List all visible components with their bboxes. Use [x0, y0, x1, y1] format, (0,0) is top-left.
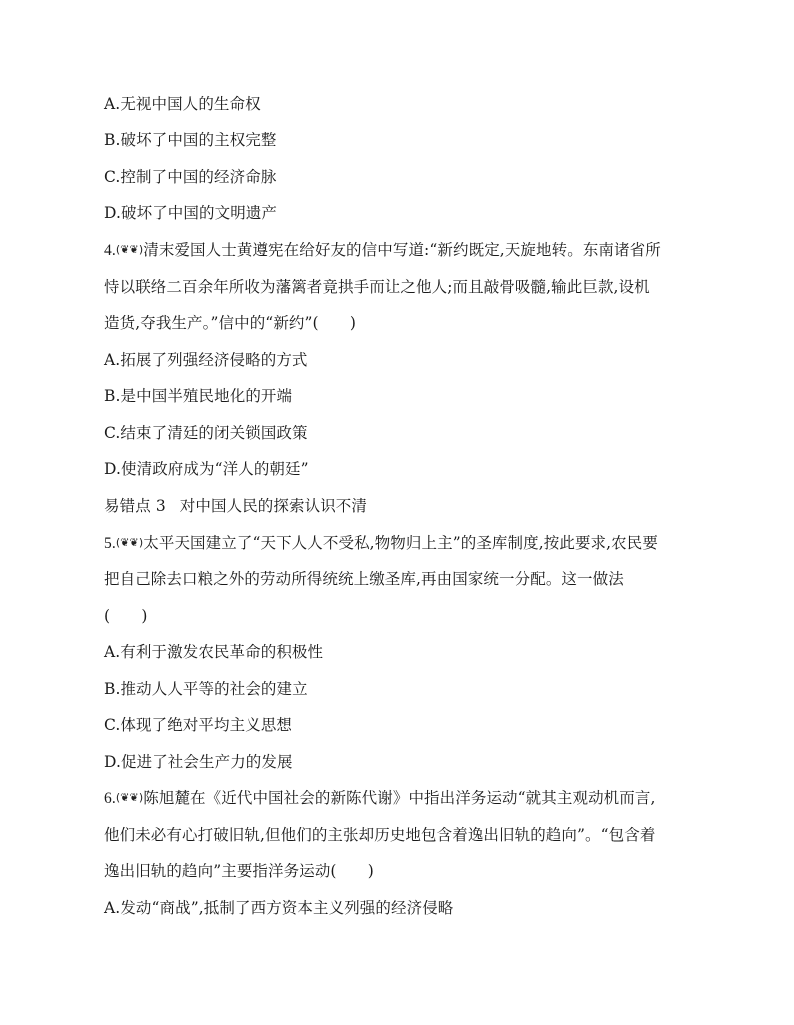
q3-option-d: D.破坏了中国的文明遗产 [104, 204, 278, 222]
q4-option-b: B.是中国半殖民地化的开端 [104, 387, 293, 405]
q6-stem-line-2: 他们未必有心打破旧轨,但他们的主张却历史地包含着逸出旧轨的趋向”。“包含着 [104, 826, 656, 844]
q3-option-c: C.控制了中国的经济命脉 [104, 168, 277, 186]
q5-stem-line-2: 把自己除去口粮之外的劳动所得统统上缴圣库,再由国家统一分配。这一做法 [104, 570, 624, 588]
section-title: 对中国人民的探索认识不清 [179, 497, 367, 515]
q5-number: 5. [104, 535, 116, 552]
q3-option-a: A.无视中国人的生命权 [104, 95, 261, 113]
q5-stem-line-1: 5.(❦❦)太平天国建立了“天下人人不受私,物物归上主”的圣库制度,按此要求,农民要 [104, 534, 658, 552]
q6-number: 6. [104, 790, 116, 807]
q5-option-c: C.体现了绝对平均主义思想 [104, 716, 293, 734]
q4-option-c: C.结束了清廷的闭关锁国政策 [104, 424, 308, 442]
difficulty-icon: (❦❦) [115, 791, 144, 804]
q4-option-d: D.使清政府成为“洋人的朝廷” [104, 460, 309, 478]
q6-stem-line-3: 逸出旧轨的趋向”主要指洋务运动( ) [104, 862, 374, 880]
q4-stem-line-3: 造货,夺我生产。”信中的“新约”( ) [104, 314, 357, 332]
difficulty-icon: (❦❦) [115, 536, 144, 549]
section-heading [104, 496, 367, 516]
q5-option-a: A.有利于激发农民革命的积极性 [104, 643, 324, 661]
section-label: 易错点 3 [104, 497, 166, 515]
difficulty-icon: (❦❦) [115, 243, 144, 256]
q5-stem-line-3: ( ) [104, 607, 148, 625]
q6-stem-line-1: 6.(❦❦)陈旭麓在《近代中国社会的新陈代谢》中指出洋务运动“就其主观动机而言, [104, 789, 656, 807]
q4-stem-line-2: 恃以联络二百余年所收为藩篱者竟拱手而让之他人;而且敲骨吸髓,输此巨款,设机 [104, 278, 650, 296]
q4-option-a: A.拓展了列强经济侵略的方式 [104, 351, 308, 369]
q4-stem-line-1: 4.(❦❦)清末爱国人士黄遵宪在给好友的信中写道:“新约既定,天旋地转。东南诸省所 [104, 241, 661, 259]
q4-number: 4. [104, 242, 116, 259]
q6-option-a: A.发动“商战”,抵制了西方资本主义列强的经济侵略 [104, 899, 454, 917]
q5-option-d: D.促进了社会生产力的发展 [104, 753, 293, 771]
q5-option-b: B.推动人人平等的社会的建立 [104, 680, 308, 698]
q3-option-b: B.破坏了中国的主权完整 [104, 131, 277, 149]
